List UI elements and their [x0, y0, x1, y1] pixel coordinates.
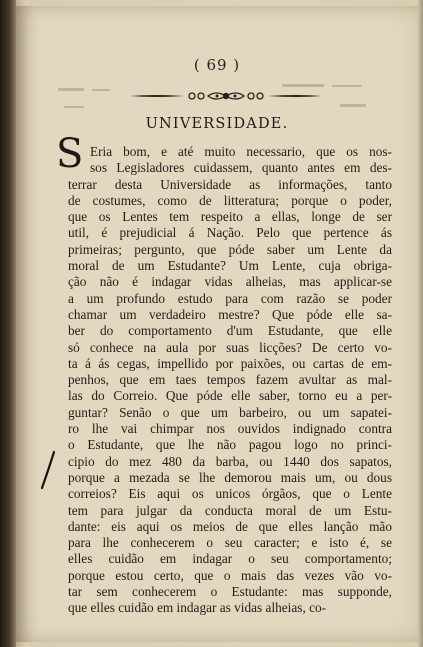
text-line: moral de um Estudante? Um Lente, cuja obriga- — [68, 258, 392, 274]
text-line: util, é prejudicial á Nação. Pelo que pertence ás — [68, 225, 392, 241]
page-edge-shadow — [417, 0, 423, 647]
margin-pen-mark — [38, 450, 60, 490]
text-line: primeiras; pergunto, que póde saber um Lente da — [68, 241, 392, 257]
text-line: ro lhe vai chimpar nos ouvidos indignado contra — [68, 421, 392, 437]
body-text — [68, 144, 392, 617]
text-line: para lhe conhecerem o seu caracter; e isto é, se — [68, 535, 392, 551]
text-line: a um profundo estudo para com razão se poder — [68, 290, 392, 306]
text-line: sos Legisladores cuidassem, quanto antes em des- — [90, 160, 392, 176]
page-number: ( 69 ) — [193, 56, 241, 74]
text-line: de costumes, como de litteratura; porque o poder, — [68, 192, 392, 208]
text-line: Eria bom, e até muito necessario, que os nos- — [90, 144, 392, 159]
text-line: o Estudante, que lhe não pagou logo no princi- — [68, 437, 392, 453]
ornamental-divider — [126, 88, 326, 104]
text-line: elles cuidão em indagar o seu comportamento; — [68, 551, 392, 567]
text-line: ção não é indagar vidas alheias, mas applicar-se — [68, 274, 392, 290]
text-line: tem para julgar da conducta moral de um Estu- — [68, 502, 392, 518]
text-line: ber do comportamento d'um Estudante, que elle — [68, 323, 392, 339]
text-line: porque estou certo, que o mais das vezes vão vo- — [68, 567, 392, 583]
text-line: penhos, que em taes tempos fazem avultar as mal- — [68, 372, 392, 388]
text-line: tar sem conhecerem o Estudante: mas supponde, — [68, 584, 392, 600]
text-line: que os Lentes tem respeito a ellas, longe de ser — [68, 209, 392, 225]
book-page — [16, 6, 418, 642]
text-line: só conhece na aula por suas licções? De certo vo- — [68, 339, 392, 355]
text-line: cipio do mez 480 da barba, ou 1440 dos sapatos, — [68, 453, 392, 469]
drop-cap: S — [56, 131, 84, 177]
text-line: que elles cuidão em indagar as vidas alheias, co- — [68, 600, 327, 616]
section-heading: UNIVERSIDADE. — [145, 116, 289, 132]
text-line: guntar? Senão o que um barbeiro, ou um sapatei- — [68, 404, 392, 420]
text-line: correios? Eis aqui os unicos órgãos, que o Lente — [68, 486, 392, 502]
text-line: chamar um verdadeiro mestre? Que póde elle sa- — [68, 306, 392, 322]
text-line: ta á ás cegas, impellido por paixões, ou cartas de em- — [68, 355, 392, 371]
book-gutter — [0, 0, 16, 647]
text-line: dante: eis aqui os meios de que elles lanção mão — [68, 518, 392, 534]
text-line: las do Correio. Que póde elle saber, torno eu a per- — [68, 388, 392, 404]
text-line: terrar desta Universidade as informações, tanto — [68, 176, 392, 192]
text-line: porque a mezada se lhe demorou mais um, ou dous — [68, 469, 392, 485]
